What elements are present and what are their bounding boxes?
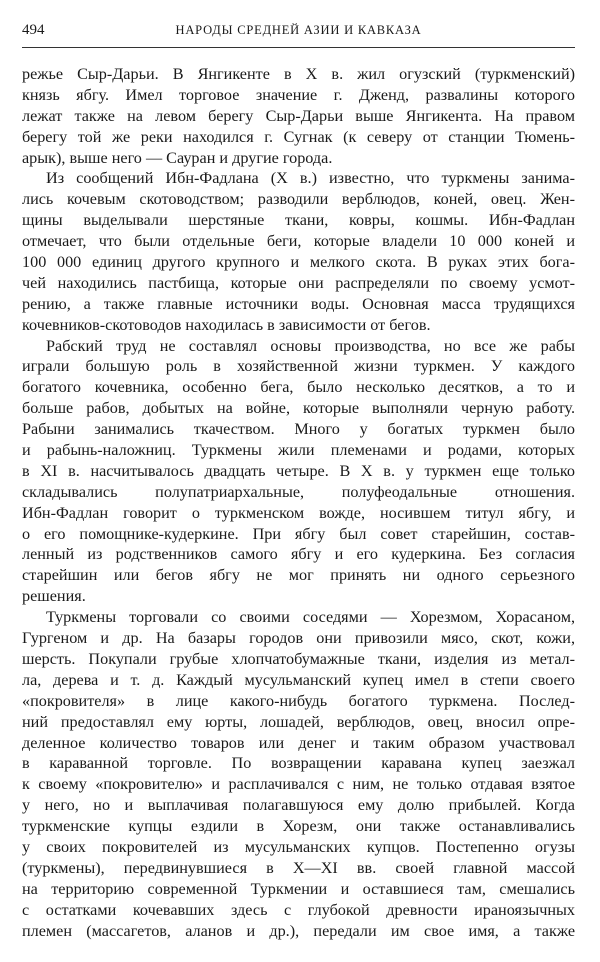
text-line: в караванной торговле. По возвращении каравана купец заезжал: [22, 754, 575, 773]
text-line: Рабский труд не составлял основы производства, но все же рабы: [46, 336, 575, 355]
text-line: ленный из родственников самого ябгу и его кудеркина. Без согласия: [22, 545, 575, 564]
text-line: берегу той же реки находился г. Сугнак (к северу от станции Тюмень-: [22, 127, 575, 146]
text-line: Рабыни занимались ткачеством. Много у богатых туркмен было: [22, 420, 575, 439]
text-line: о его помощнике-кудеркине. При ябгу был совет старейшин, состав-: [22, 524, 575, 543]
text-line: решения.: [22, 587, 86, 606]
paragraph: [22, 64, 575, 168]
page-number: 494: [22, 22, 45, 38]
text-line: лись кочевым скотоводством; разводили верблюдов, коней, овец. Жен-: [22, 190, 575, 209]
text-line: арык), выше него — Сауран и другие города.: [22, 148, 333, 167]
paragraph: [22, 607, 575, 941]
text-line: племен (массагетов, аланов и др.), передали им свое имя, а также: [22, 921, 575, 940]
text-line: Из сообщений Ибн-Фадлана (X в.) известно, что туркмены занима-: [46, 169, 575, 188]
text-line: князь ябгу. Имел торговое значение г. Дженд, развалины которого: [22, 85, 575, 104]
text-line: 100 000 единиц другого крупного и мелкого скота. В руках этих бога-: [22, 253, 575, 272]
text-line: старейшин или бегов ябгу не мог принять ни одного серьезного: [22, 566, 575, 585]
text-line: больше рабов, добытых на войне, которые выполняли черную работу.: [22, 399, 575, 418]
running-title: НАРОДЫ СРЕДНЕЙ АЗИИ И КАВКАЗА: [175, 23, 422, 37]
text-line: «покровителя» в лице какого-нибудь богатого туркмена. Послед-: [22, 691, 575, 710]
text-line: Туркмены торговали со своими соседями — Хорезмом, Хорасаном,: [46, 608, 575, 627]
text-line: режье Сыр-Дарьи. В Янгикенте в X в. жил огузский (туркменский): [22, 65, 575, 83]
text-line: Ибн-Фадлан говорит о туркменском вожде, носившем титул ябгу, и: [22, 503, 575, 522]
text-line: лежат также на левом берегу Сыр-Дарьи выше Янгикента. На правом: [22, 106, 575, 125]
text-line: (туркмены), передвинувшиеся в X—XI вв. своей главной массой: [22, 858, 575, 877]
text-line: отмечает, что были отдельные беги, которые владели 10 000 коней и: [22, 232, 575, 251]
text-line: и рабынь-наложниц. Туркмены жили племенами и родами, которых: [22, 441, 575, 460]
text-line: в XI в. насчитывалось двадцать четыре. В X в. у туркмен еще только: [22, 461, 575, 480]
text-line: щины выделывали шерстяные ткани, ковры, кошмы. Ибн-Фадлан: [22, 211, 575, 230]
text-line: кочевников-скотоводов находилась в зависимости от бегов.: [22, 315, 431, 334]
page-body-text: [22, 64, 575, 941]
text-line: богатого кочевника, особенно бега, было несколько десятков, а то и: [22, 378, 575, 397]
text-line: шерсть. Покупали грубые хлопчатобумажные ткани, изделия из метал-: [22, 649, 575, 668]
text-line: к своему «покровителю» и расплачивался с ним, не только отдавая взятое: [22, 775, 575, 794]
text-line: складывались полупатриархальные, полуфеодальные отношения.: [22, 482, 575, 501]
text-line: ний предоставлял ему юрты, лошадей, верблюдов, овец, вносил опре-: [22, 712, 575, 731]
text-line: Гургеном и др. На базары городов они привозили мясо, скот, кожи,: [22, 629, 575, 648]
paragraph: [22, 336, 575, 608]
text-line: деленное количество товаров или денег и таким образом участвовал: [22, 733, 575, 752]
text-line: туркменские купцы ездили в Хорезм, они также останавливались: [22, 817, 575, 836]
text-line: играли большую роль в хозяйственной жизни туркмен. У каждого: [22, 357, 575, 376]
text-line: чей находились пастбища, которые они распределяли по своему усмот-: [22, 273, 575, 292]
text-line: у своих покровителей из мусульманских купцов. Постепенно огузы: [22, 837, 575, 856]
text-line: на территорию современной Туркмении и оставшиеся там, смешались: [22, 879, 575, 898]
header-rule: [22, 47, 575, 48]
text-line: рению, а также главные источники воды. Основная масса трудящихся: [22, 294, 575, 313]
running-header: [22, 22, 575, 42]
text-line: ла, дерева и т. д. Каждый мусульманский купец имел в степи своего: [22, 670, 575, 689]
paragraph: [22, 168, 575, 335]
text-line: с остатками кочевавших здесь с глубокой древности ираноязычных: [22, 900, 575, 919]
text-line: у него, но и выплачивая полагавшуюся ему долю прибылей. Когда: [22, 796, 575, 815]
